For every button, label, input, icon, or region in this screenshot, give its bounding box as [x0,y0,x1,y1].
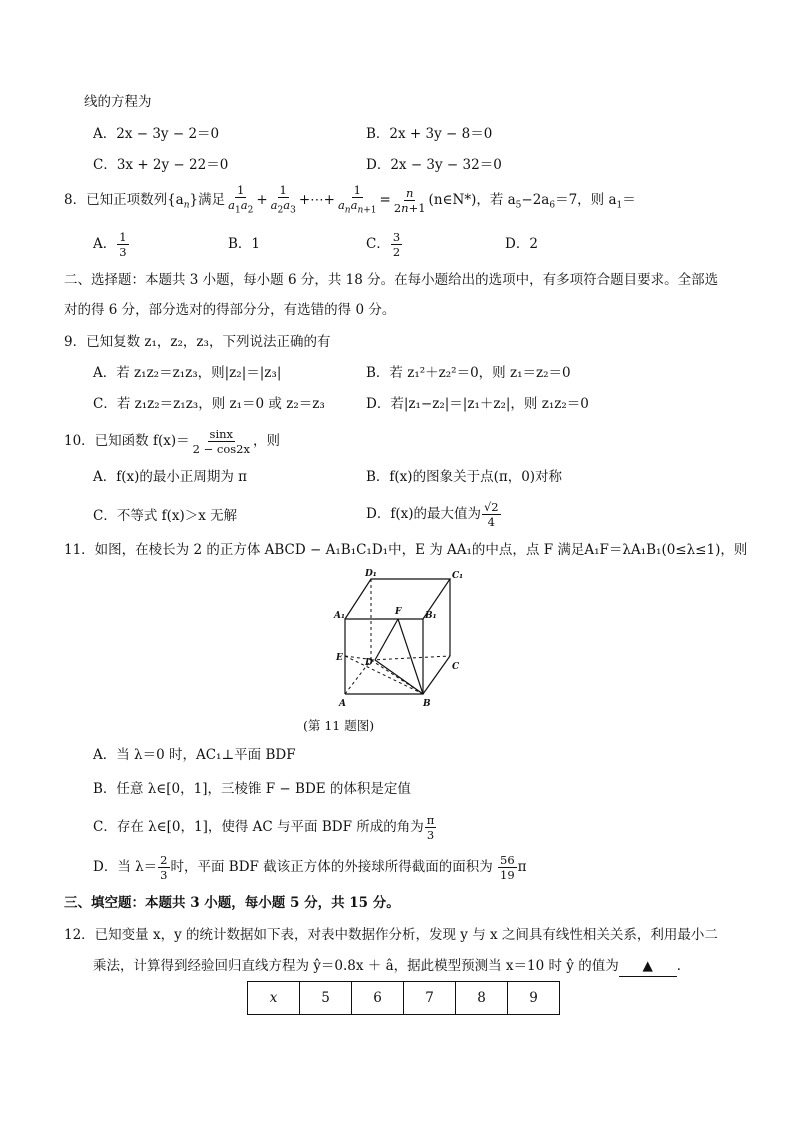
section2-instructions-line1: 二、选择题：本题共 3 小题，每小题 6 分，共 18 分。在每小题给出的选项中，有多项符合题目要求。全部选 [64,272,719,288]
q9-option-c: C．若 z₁z₂＝z₁z₃，则 z₁＝0 或 z₂＝z₃ [93,396,325,412]
q7-stem-tail: 线的方程为 [84,94,152,110]
table-cell: 8 [456,982,508,1015]
q10-stem: 10．已知函数 f(x)＝ $\frac{\sin x}{2 - \cos 2x}$ ，则 [64,427,280,456]
label-C1: C₁ [452,571,464,581]
label-A: A [339,699,346,709]
q8-stem: 8．已知正项数列$\{a_n\}$满足 $\frac{1}{a_1a_2}$ + $\frac{1}{a_2a_3}$ +⋯+ $\frac{1}{a_na_{n+1}}$ = $\frac{n}{2n+1}$ (n∈N*)，若 $a_5-2a_6=7$，则 $a_1=$ [64,183,636,216]
table-cell: 5 [300,982,352,1015]
q9-option-d: D．若|z₁−z₂|＝|z₁＋z₂|，则 z₁z₂＝0 [366,396,589,412]
q12-stem-line2: 乘法，计算得到经验回归直线方程为 ŷ＝0.8x ＋ â，据此模型预测当 x＝10 时 ŷ 的值为 ▲ ． [93,956,690,977]
label-D: D [365,658,373,668]
label-C: C [452,662,460,672]
q10-option-b: B．f(x)的图象关于点(π，0)对称 [366,469,563,485]
q10-fraction-numerator: sinx [209,427,234,441]
q7-option-a: A．2x − 3y − 2＝0 [93,126,220,142]
q11-figure-caption: (第 11 题图) [303,718,375,733]
q7-option-d: D．2x − 3y − 32＝0 [366,157,502,173]
q11-option-d: D．当 λ＝ $\frac{2}{3}$ 时，平面 BDF 截该正方体的外接球所得截面的面积为 $\frac{56}{19}$ π [93,853,527,882]
q8-option-b: B．1 [228,236,261,252]
q12-stem-line1: 12．已知变量 x，y 的统计数据如下表，对表中数据作分析，发现 y 与 x 之间具有线性相关关系，利用最小二 [64,927,718,943]
table-cell: 9 [508,982,560,1015]
q10-option-a: A．f(x)的最小正周期为 π [93,469,248,485]
q9-option-b: B．若 z₁²＋z₂²＝0，则 z₁＝z₂＝0 [366,365,571,381]
label-E: E [336,653,343,663]
cube-figure [325,566,475,711]
q8-option-a: A． $\frac{1}{3}$ [93,230,127,259]
table-header-x: x [248,982,300,1015]
label-A1: A₁ [334,611,345,621]
q7-option-c: C．3x + 2y − 22＝0 [93,157,229,173]
label-B: B [423,699,431,709]
q11-option-a: A．当 λ＝0 时，AC₁⊥平面 BDF [93,747,296,763]
q10-option-d: D．f(x)的最大值为 $\frac{√2}{4}$ [366,500,499,529]
q11-option-c: C．存在 λ∈[0，1]，使得 AC 与平面 BDF 所成的角为 $\frac{\pi}{3}$ [93,813,435,842]
q8-option-d: D．2 [505,236,538,252]
answer-blank: ▲ [619,956,677,977]
q11-stem: 11．如图，在棱长为 2 的正方体 ABCD − A₁B₁C₁D₁中，E 为 AA₁的中点，点 F 满足A₁F＝λA₁B₁(0≤λ≤1)，则 [64,542,748,558]
q9-stem: 9．已知复数 z₁，z₂，z₃，下列说法正确的有 [64,334,331,350]
label-B1: B₁ [425,611,437,621]
table-cell: 7 [404,982,456,1015]
q12-data-table [247,981,560,1015]
q9-option-a: A．若 z₁z₂＝z₁z₃，则|z₂|＝|z₃| [93,365,282,381]
label-F: F [395,607,402,617]
section3-title: 三、填空题：本题共 3 小题，每小题 5 分，共 15 分。 [64,895,400,911]
q7-option-b: B．2x + 3y − 8＝0 [366,126,493,142]
q10-option-c: C．不等式 f(x)＞x 无解 [93,508,238,524]
table-cell: 6 [352,982,404,1015]
q10-fraction-denominator: 2 − cos2x [192,442,250,456]
q11-option-b: B．任意 λ∈[0，1]，三棱锥 F − BDE 的体积是定值 [93,781,411,797]
label-D1: D₁ [365,569,377,579]
q8-option-c: C． $\frac{3}{2}$ [366,230,401,259]
table-row [248,982,560,1015]
section2-instructions-line2: 对的得 6 分，部分选对的得部分分，有选错的得 0 分。 [64,302,396,318]
